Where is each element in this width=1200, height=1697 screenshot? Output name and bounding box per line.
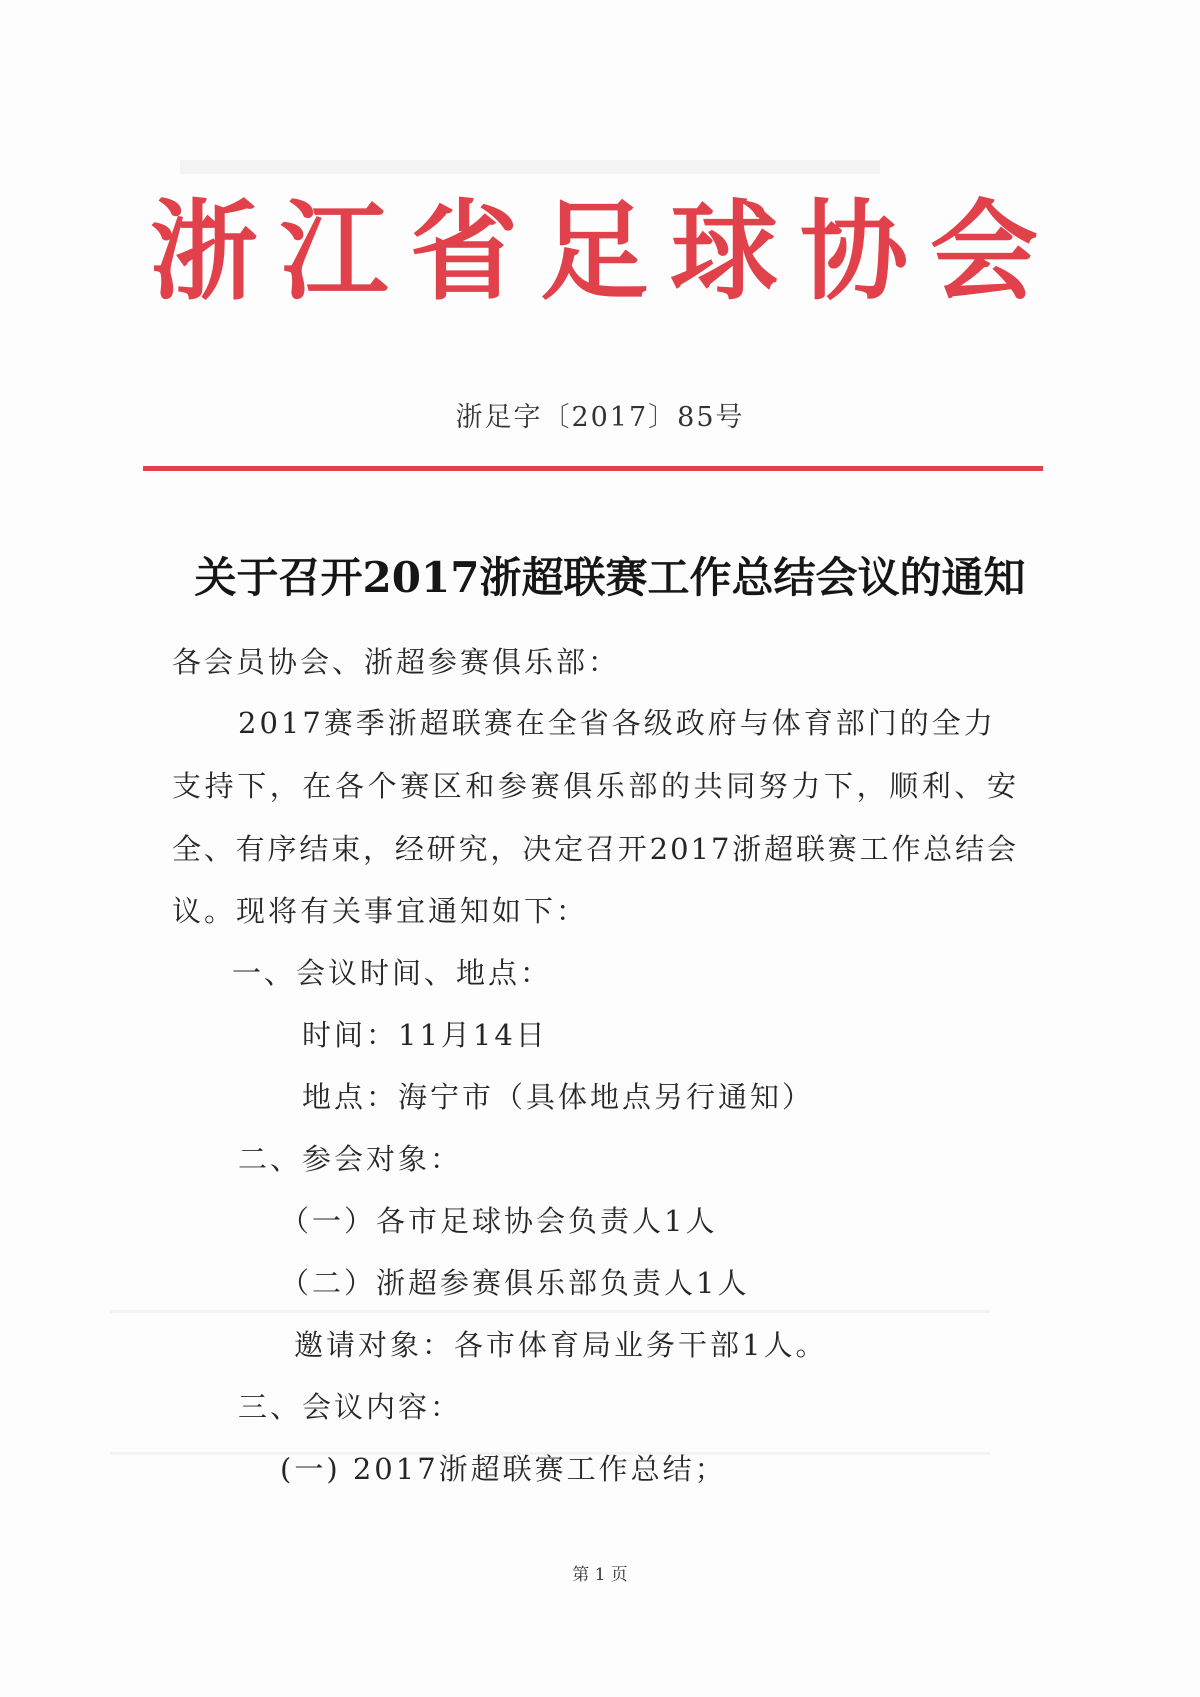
paragraph-line: 议。现将有关事宜通知如下： bbox=[172, 894, 589, 928]
red-divider-line bbox=[143, 466, 1043, 471]
notice-title: 关于召开2017浙超联赛工作总结会议的通知 bbox=[194, 553, 1026, 602]
list-item: （二）浙超参赛俱乐部负责人1人 bbox=[280, 1266, 750, 1300]
section-heading: 一、会议时间、地点： bbox=[232, 956, 553, 990]
paragraph-line: 全、有序结束，经研究，决定召开2017浙超联赛工作总结会 bbox=[172, 832, 1018, 866]
organization-title: 浙江省足球协会 bbox=[150, 189, 1061, 315]
page-number: 第 1 页 bbox=[572, 1565, 628, 1585]
show-through-artifact bbox=[110, 1310, 990, 1313]
section-heading: 二、参会对象： bbox=[238, 1142, 463, 1176]
paragraph-line: 支持下，在各个赛区和参赛俱乐部的共同努力下，顺利、安 bbox=[172, 769, 1018, 803]
list-item: (一) 2017浙超联赛工作总结； bbox=[280, 1452, 727, 1486]
show-through-artifact bbox=[180, 160, 880, 174]
paragraph-line: 2017赛季浙超联赛在全省各级政府与体育部门的全力 bbox=[238, 706, 996, 740]
meeting-time: 时间：11月14日 bbox=[302, 1018, 548, 1052]
salutation: 各会员协会、浙超参赛俱乐部： bbox=[172, 645, 621, 679]
invited-attendees: 邀请对象：各市体育局业务干部1人。 bbox=[294, 1328, 828, 1362]
list-item: （一）各市足球协会负责人1人 bbox=[280, 1204, 718, 1238]
document-number: 浙足字〔2017〕85号 bbox=[455, 402, 745, 433]
section-heading: 三、会议内容： bbox=[238, 1390, 463, 1424]
meeting-place: 地点：海宁市（具体地点另行通知） bbox=[302, 1080, 815, 1114]
